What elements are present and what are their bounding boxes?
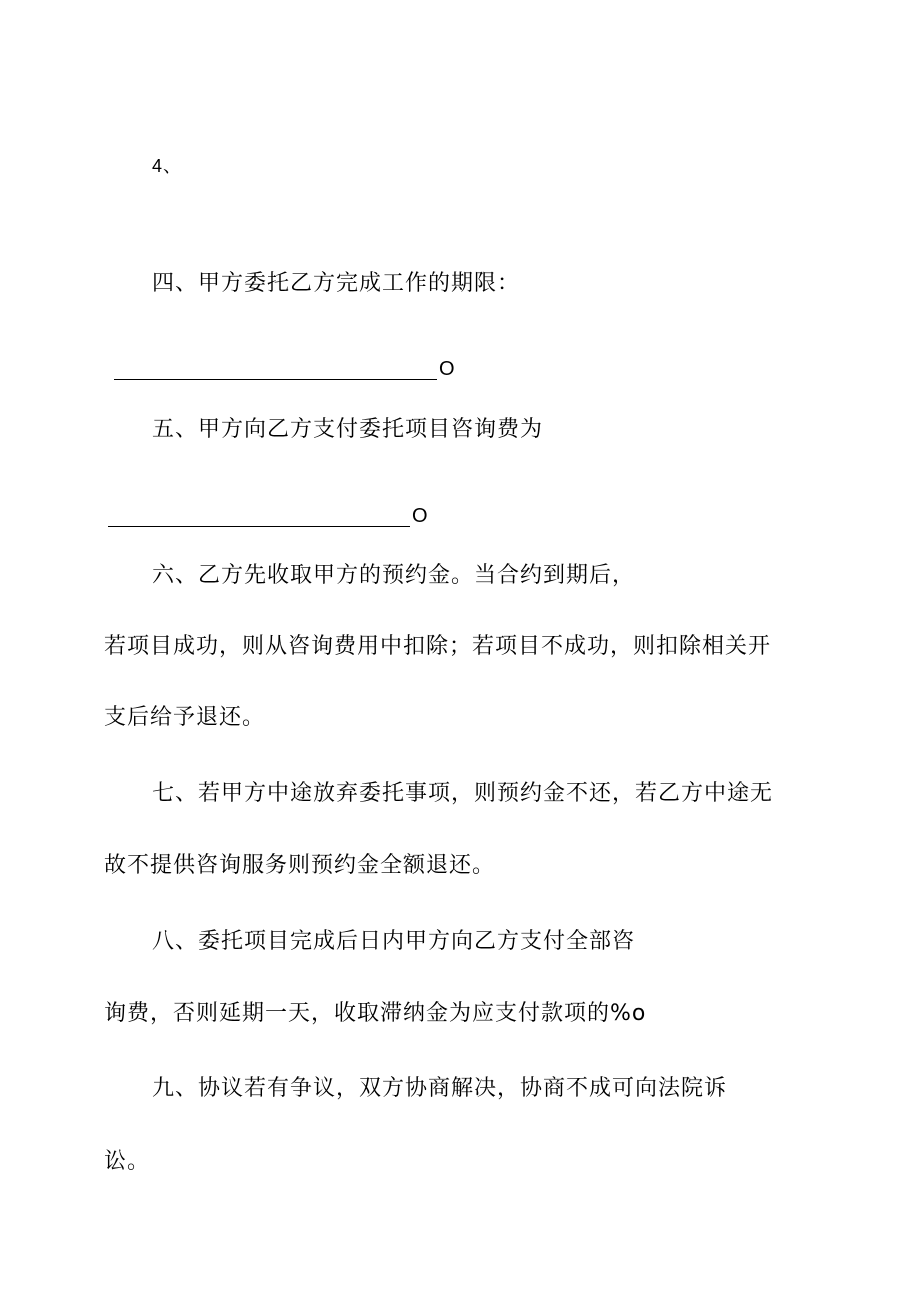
fill-in-underline [108, 506, 410, 527]
clause-6-line-1: 六、乙方先收取甲方的预约金。当合约到期后， [152, 563, 636, 588]
clause-5-fee: 五、甲方向乙方支付委托项目咨询费为 [152, 417, 544, 442]
clause-9-line-1: 九、协议若有争议，双方协商解决，协商不成可向法院诉 [152, 1076, 728, 1101]
clause-8-line-2: 询费，否则延期一天，收取滞纳金为应支付款项的%o [104, 1001, 647, 1026]
blank-line-end-mark: O [412, 505, 428, 527]
item-4-label: 4、 [152, 156, 183, 176]
clause-7-line-1: 七、若甲方中途放弃委托事项，则预约金不还，若乙方中途无 [152, 781, 774, 806]
blank-line-end-mark: O [439, 358, 455, 380]
fill-in-underline [114, 359, 437, 380]
clause-7-line-2: 故不提供咨询服务则预约金全额退还。 [104, 853, 496, 878]
clause-6-line-3: 支后给予退还。 [104, 705, 266, 730]
clause-4-deadline: 四、甲方委托乙方完成工作的期限： [152, 271, 521, 296]
clause-8-line-1: 八、委托项目完成后日内甲方向乙方支付全部咨 [152, 929, 636, 954]
blank-line-deadline [114, 352, 455, 380]
clause-9-line-2: 讼。 [104, 1149, 151, 1174]
clause-6-line-2: 若项目成功，则从咨询费用中扣除；若项目不成功，则扣除相关开 [104, 634, 772, 659]
blank-line-fee [108, 499, 428, 527]
